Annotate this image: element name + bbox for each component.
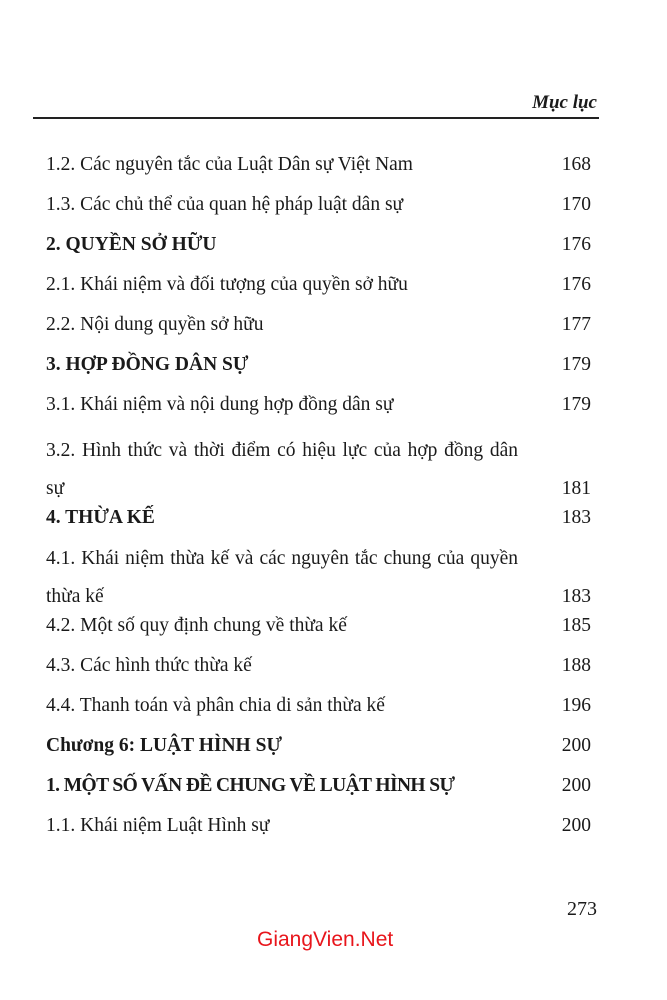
toc-entry-page: 176: [561, 274, 591, 295]
toc-entry-page: 168: [561, 154, 591, 175]
toc-entry: [46, 272, 591, 298]
toc-section-heading: [46, 773, 591, 799]
toc-entry: [46, 813, 591, 839]
toc-entry-title: 1.2. Các nguyên tắc của Luật Dân sự Việt Nam: [46, 154, 413, 175]
toc-entry-page: 185: [561, 615, 591, 636]
toc-entry-title: 3.1. Khái niệm và nội dung hợp đồng dân sự: [46, 394, 394, 415]
toc-entry: [46, 653, 591, 679]
toc-section-heading: [46, 505, 591, 531]
toc-entry-title: 1.3. Các chủ thể của quan hệ pháp luật dân sự: [46, 194, 404, 215]
toc-entry-title: 2. QUYỀN SỞ HỮU: [46, 234, 217, 255]
toc-entry-title: 4.3. Các hình thức thừa kế: [46, 655, 252, 676]
header-divider: [33, 117, 599, 119]
toc-entry: [46, 432, 591, 508]
toc-entry-title: 2.2. Nội dung quyền sở hữu: [46, 314, 264, 335]
toc-entry: [46, 613, 591, 639]
page-number: 273: [567, 898, 597, 920]
toc-entry-title: 4. THỪA KẾ: [46, 507, 155, 528]
toc-entry-page: 179: [561, 354, 591, 375]
toc-entry-title: 2.1. Khái niệm và đối tượng của quyền sở hữu: [46, 274, 408, 295]
toc-entry: [46, 693, 591, 719]
toc-entry-title: 3. HỢP ĐỒNG DÂN SỰ: [46, 354, 249, 375]
toc-entry-title: 1. MỘT SỐ VẤN ĐỀ CHUNG VỀ LUẬT HÌNH SỰ: [46, 775, 455, 796]
toc-entry: [46, 192, 591, 218]
toc-entry: [46, 392, 591, 418]
toc-entry-page: 183: [561, 586, 591, 607]
watermark-text: GiangVien.Net: [257, 928, 394, 951]
toc-entry-title: 1.1. Khái niệm Luật Hình sự: [46, 815, 270, 836]
toc-entry-page: 177: [561, 314, 591, 335]
toc-entry-title: Chương 6: LUẬT HÌNH SỰ: [46, 735, 282, 756]
toc-entry-title: 4.2. Một số quy định chung về thừa kế: [46, 615, 347, 636]
toc-entry-page: 200: [561, 775, 591, 796]
toc-entry-title: 4.4. Thanh toán và phân chia di sản thừa kế: [46, 695, 385, 716]
toc-entry: [46, 152, 591, 178]
toc-section-heading: [46, 352, 591, 378]
toc-entry-page: 179: [561, 394, 591, 415]
toc-entry-title: 3.2. Hình thức và thời điểm có hiệu lực của hợp đồng dân sự: [46, 440, 518, 499]
toc-section-heading: [46, 232, 591, 258]
toc-entry-page: 200: [561, 735, 591, 756]
toc-entry-page: 183: [561, 507, 591, 528]
toc-entry-page: 181: [561, 478, 591, 499]
toc-entry-page: 196: [561, 695, 591, 716]
toc-entry-page: 188: [561, 655, 591, 676]
toc-entry-page: 200: [561, 815, 591, 836]
toc-entry: [46, 312, 591, 338]
toc-entry-page: 176: [561, 234, 591, 255]
toc-entry: [46, 540, 591, 616]
running-header-title: Mục lục: [532, 92, 597, 113]
toc-entry-page: 170: [561, 194, 591, 215]
toc-chapter-heading: [46, 733, 591, 759]
toc-entry-title: 4.1. Khái niệm thừa kế và các nguyên tắc chung của quyền thừa kế: [46, 548, 518, 607]
